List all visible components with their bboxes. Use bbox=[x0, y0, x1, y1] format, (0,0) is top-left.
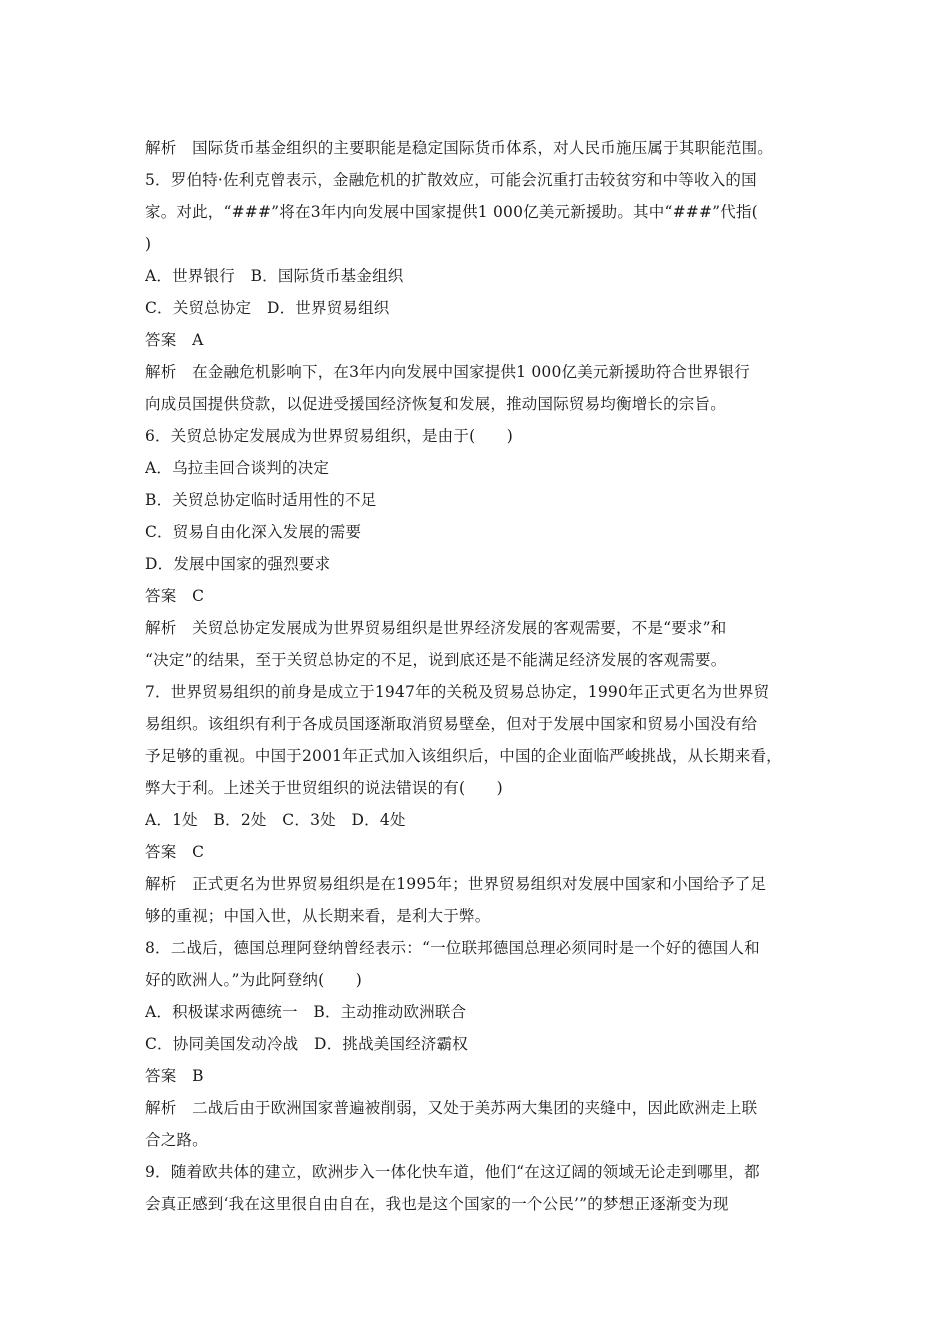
text-line: 弊大于利。上述关于世贸组织的说法错误的有( ) bbox=[145, 779, 503, 797]
option-line: A．世界银行 B．国际货币基金组织 bbox=[145, 267, 404, 285]
option-line: A．乌拉圭回合谈判的决定 bbox=[145, 459, 330, 477]
text-line: 合之路。 bbox=[145, 1131, 208, 1149]
text-line: 易组织。该组织有利于各成员国逐渐取消贸易壁垒，但对于发展中国家和贸易小国没有给 bbox=[145, 715, 758, 733]
option-line: C．关贸总协定 D．世界贸易组织 bbox=[145, 299, 390, 317]
question-6: 6．关贸总协定发展成为世界贸易组织，是由于( ) bbox=[145, 427, 513, 445]
option-line: B．关贸总协定临时适用性的不足 bbox=[145, 491, 377, 509]
explanation-line: 解析 在金融危机影响下，在3年内向发展中国家提供1 000亿美元新援助符合世界银行 bbox=[145, 363, 750, 381]
answer-line: 答案 A bbox=[145, 331, 204, 349]
text-line: ) bbox=[145, 235, 152, 253]
explanation-line: 解析 正式更名为世界贸易组织是在1995年；世界贸易组织对发展中国家和小国给予了足 bbox=[145, 875, 767, 893]
option-line: C．协同美国发动冷战 D．挑战美国经济霸权 bbox=[145, 1035, 468, 1053]
option-line: C．贸易自由化深入发展的需要 bbox=[145, 523, 362, 541]
text-line: 予足够的重视。中国于2001年正式加入该组织后，中国的企业面临严峻挑战，从长期来看， bbox=[145, 747, 782, 765]
text-line: 向成员国提供贷款，以促进受援国经济恢复和发展，推动国际贸易均衡增长的宗旨。 bbox=[145, 395, 726, 413]
option-line: A．积极谋求两德统一 B．主动推动欧洲联合 bbox=[145, 1003, 467, 1021]
text-line: 会真正感到‘我在这里很自由自在，我也是这个国家的一个公民’”的梦想正逐渐变为现 bbox=[145, 1195, 729, 1213]
question-8: 8．二战后，德国总理阿登纳曾经表示：“一位联邦德国总理必须同时是一个好的德国人和 bbox=[145, 939, 760, 957]
text-line: 好的欧洲人。”为此阿登纳( ) bbox=[145, 971, 362, 989]
explanation-line: 解析 关贸总协定发展成为世界贸易组织是世界经济发展的客观需要，不是“要求”和 bbox=[145, 619, 727, 637]
answer-line: 答案 C bbox=[145, 843, 205, 861]
explanation-line: 解析 二战后由于欧洲国家普遍被削弱，又处于美苏两大集团的夹缝中，因此欧洲走上联 bbox=[145, 1099, 758, 1117]
answer-line: 答案 C bbox=[145, 587, 205, 605]
option-line: D．发展中国家的强烈要求 bbox=[145, 555, 331, 573]
text-line: 家。对此，“###”将在3年内向发展中国家提供1 000亿美元新援助。其中“###”代指( bbox=[145, 203, 758, 221]
text-line: 解析 国际货币基金组织的主要职能是稳定国际货币体系，对人民币施压属于其职能范围。 bbox=[145, 139, 774, 157]
question-5: 5．罗伯特·佐利克曾表示，金融危机的扩散效应，可能会沉重打击较贫穷和中等收入的国 bbox=[145, 171, 757, 189]
text-line: “决定”的结果，至于关贸总协定的不足，说到底还是不能满足经济发展的客观需要。 bbox=[145, 651, 727, 669]
option-line: A．1处 B．2处 C．3处 D．4处 bbox=[145, 811, 406, 829]
question-9: 9．随着欧共体的建立，欧洲步入一体化快车道，他们“在这辽阔的领域无论走到哪里，都 bbox=[145, 1163, 760, 1181]
question-7: 7．世界贸易组织的前身是成立于1947年的关税及贸易总协定，1990年正式更名为世界贸 bbox=[145, 683, 770, 701]
text-line: 够的重视；中国入世，从长期来看，是利大于弊。 bbox=[145, 907, 491, 925]
answer-line: 答案 B bbox=[145, 1067, 204, 1085]
